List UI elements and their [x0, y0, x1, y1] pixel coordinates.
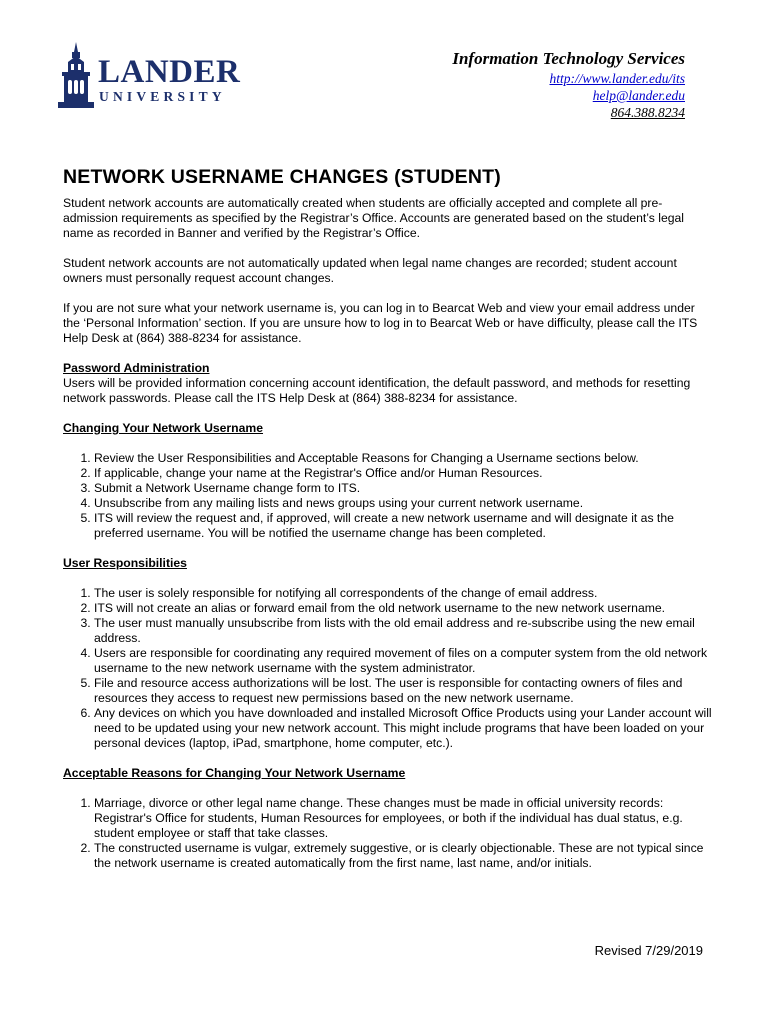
lander-logo: [58, 42, 241, 108]
changing-list: [63, 451, 713, 541]
password-text: Users will be provided information concerning account identification, the default password, and methods for resetting network passwords. Please call the ITS Help Desk at (864) 388-8234 for assistance.: [63, 376, 691, 405]
list-item: 6. Any devices on which you have downloaded and installed Microsoft Office Products using your Lander account will need to be updated using your new network account. This might include programs that have been loaded on your personal devices (laptop, iPad, smartphone, home computer, etc.).: [94, 706, 713, 751]
responsibilities-list: [63, 586, 713, 751]
revised-date: Revised 7/29/2019: [594, 943, 703, 958]
list-item: 1. Marriage, divorce or other legal name change. These changes must be made in official university records: Registrar's Office for students, Human Resources for employees, or both if the individual has dual status, e.g. student employee or staff that take classes.: [94, 796, 713, 841]
phone-number: 864.388.8234: [610, 105, 685, 120]
page-title: NETWORK USERNAME CHANGES (STUDENT): [63, 166, 501, 188]
list-item: 4. Users are responsible for coordinating any required movement of files on a computer system from the old network username to the new network username with the system administrator.: [94, 646, 713, 676]
email-link[interactable]: help@lander.edu: [592, 88, 685, 103]
logo-wordmark: LANDER: [98, 54, 241, 90]
logo-subtitle: UNIVERSITY: [99, 89, 226, 104]
department-name: Information Technology Services: [452, 49, 685, 68]
list-item: 4. Unsubscribe from any mailing lists and news groups using your current network username.: [94, 496, 713, 511]
list-item: 2. ITS will not create an alias or forward email from the old network username to the new network username.: [94, 601, 713, 616]
bell-tower-icon: [58, 42, 94, 108]
list-item: 5. ITS will review the request and, if approved, will create a new network username and will designate it as the preferred username. You will be notified the username change has been completed.: [94, 511, 713, 541]
list-item: 1. The user is solely responsible for notifying all correspondents of the change of email address.: [94, 586, 713, 601]
list-item: 1. Review the User Responsibilities and Acceptable Reasons for Changing a Username sections below.: [94, 451, 713, 466]
document-body: [63, 196, 713, 886]
list-item: 2. The constructed username is vulgar, extremely suggestive, or is clearly objectionable. These are not typical since the network username is created automatically from the first name, last name, and/or initials.: [94, 841, 713, 871]
list-item: 3. The user must manually unsubscribe from lists with the old email address and re-subscribe using the new email address.: [94, 616, 713, 646]
website-link[interactable]: http://www.lander.edu/its: [549, 71, 685, 86]
intro-paragraph: If you are not sure what your network username is, you can log in to Bearcat Web and view your email address under the ‘Personal Information’ section. If you are unsure how to log in to Bearcat Web or have difficulty, please call the ITS Help Desk at (864) 388-8234 for assistance.: [63, 301, 698, 345]
password-heading: Password Administration: [63, 361, 210, 375]
intro-paragraph: Student network accounts are automatically created when students are officially accepted and complete all pre-admission requirements as specified by the Registrar’s Office. Accounts are generated based on the student’s legal name as recorded in Banner and verified by the Registrar’s Office.: [63, 196, 685, 240]
intro-paragraph: Student network accounts are not automatically updated when legal name changes are recorded; student account owners must personally request account changes.: [63, 256, 677, 285]
changing-heading: Changing Your Network Username: [63, 421, 264, 435]
list-item: 5. File and resource access authorizations will be lost. The user is responsible for contacting owners of files and resources they access to request new permissions based on the new network username.: [94, 676, 713, 706]
reasons-heading: Acceptable Reasons for Changing Your Network Username: [63, 766, 406, 780]
list-item: 2. If applicable, change your name at the Registrar's Office and/or Human Resources.: [94, 466, 713, 481]
reasons-list: [63, 796, 713, 871]
list-item: 3. Submit a Network Username change form to ITS.: [94, 481, 713, 496]
responsibilities-heading: User Responsibilities: [63, 556, 187, 570]
